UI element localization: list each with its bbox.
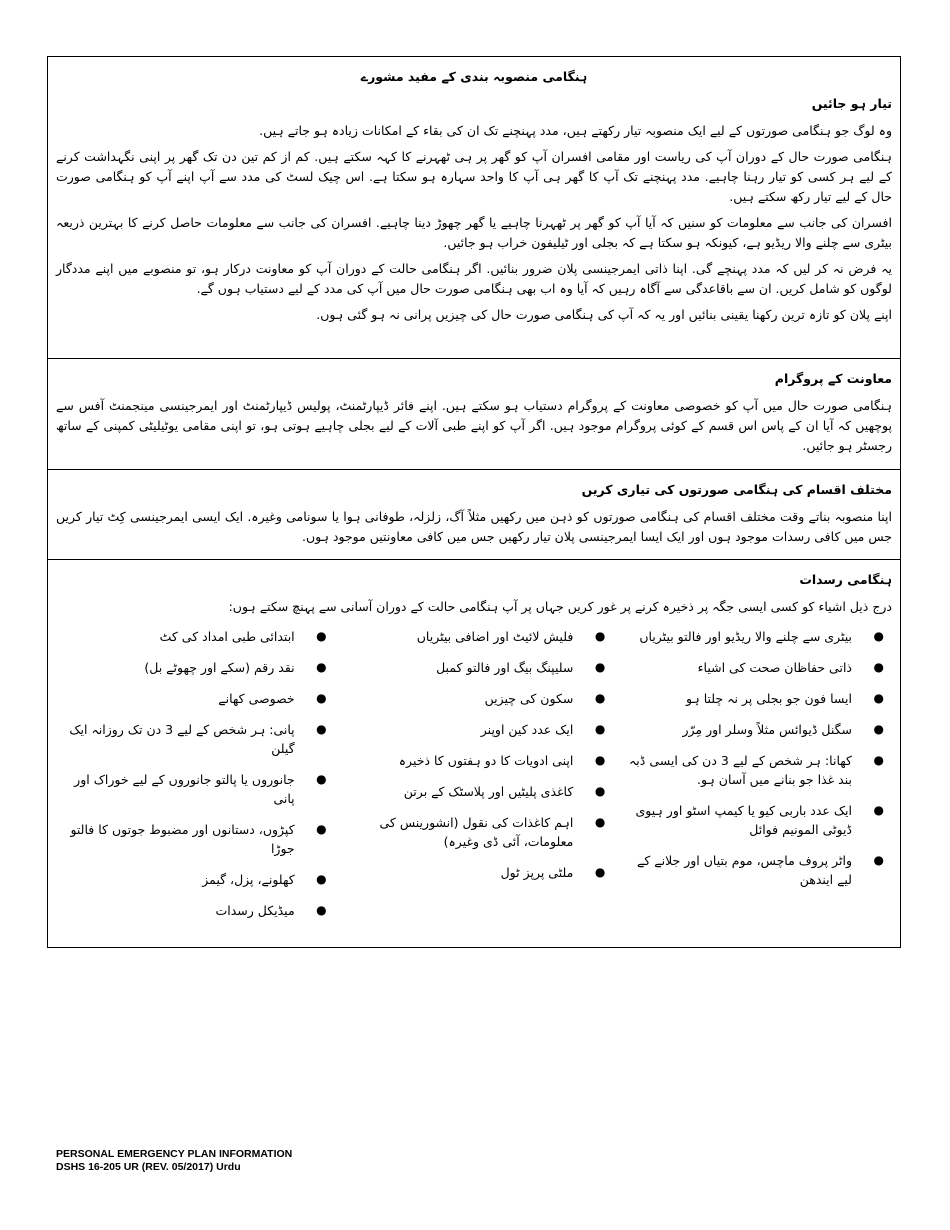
list-item-text: پانی: ہر شخص کے لیے 3 دن تک روزانہ ایک گیلن xyxy=(69,722,295,756)
prepare-paragraph: وہ لوگ جو ہنگامی صورتوں کے لیے ایک منصوبہ تیار رکھتے ہیں، مدد پہنچنے تک ان کی بقاء کے امکانات زیادہ ہو جاتے ہیں. xyxy=(259,123,892,138)
list-item-text: سلیپنگ بیگ اور فالتو کمبل xyxy=(436,660,574,675)
list-item xyxy=(613,851,892,889)
bullet-icon: ● xyxy=(316,629,327,643)
list-item xyxy=(613,627,892,646)
prepare-paragraph: اپنے پلان کو تازہ ترین رکھنا یقینی بنائیں اور یہ کہ آپ کی ہنگامی صورت حال کی چیزیں پرانی نہ ہو گئی ہوں. xyxy=(316,307,892,322)
section-prepare xyxy=(48,57,900,359)
bullet-icon: ● xyxy=(316,660,327,674)
list-item-text: ایسا فون جو بجلی پر نہ چلتا ہو xyxy=(685,691,852,706)
bullet-icon: ● xyxy=(594,722,606,736)
prepare-paragraph: ہنگامی صورت حال کے دوران آپ کی ریاست اور مقامی افسران آپ کو گھر پر ہی ٹھہرنے کا کہہ سکتے ہیں. کم از کم تین دن تک گھر پر اپنی نگہداشت کرنے کے لیے ہر کسی کو تیار رہنا چاہیے. مدد پہنچنے تک آپ کا گھر ہی آپ کا واحد سہارہ ہو سکتا ہے. اس چیک لسٹ کی مدد سے آپ اپنے آپ کو ہنگامی صورت حال کے لیے تیار رکھ سکتے ہیں. xyxy=(56,149,892,204)
prepare-heading: تیار ہو جائیں xyxy=(811,96,892,111)
list-item-text: ملٹی پرپز ٹول xyxy=(500,865,574,880)
list-item xyxy=(335,689,614,708)
list-item xyxy=(56,820,335,858)
list-item-text: جانوروں یا پالتو جانوروں کے لیے خوراک اور پانی xyxy=(74,772,295,806)
footer-form-number: DSHS 16-205 UR (REV. 05/2017) Urdu xyxy=(56,1161,241,1173)
list-item xyxy=(56,658,335,677)
bullet-icon: ● xyxy=(873,722,884,736)
bullet-icon: ● xyxy=(873,803,884,817)
bullet-icon: ● xyxy=(873,753,884,767)
types-heading: مختلف اقسام کی ہنگامی صورتوں کی تیاری کریں xyxy=(581,482,892,497)
bullet-icon: ● xyxy=(594,865,606,879)
list-item-text: نقد رقم (سکے اور چھوٹے بل) xyxy=(144,660,295,675)
prepare-paragraph: یہ فرض نہ کر لیں کہ مدد پہنچے گی. اپنا ذاتی ایمرجینسی پلان ضرور بنائیں. اگر ہنگامی حالت کے دوران آپ کو معاونت درکار ہو، تو منصوبے میں اپنے مددگار لوگوں کو شامل کریں. ان سے باقاعدگی سے آگاہ رہیں کہ آیا وہ اب بھی ہنگامی صورت حال میں آپ کی مدد کے لیے دستیاب ہوں گے. xyxy=(56,261,892,296)
tips-frame xyxy=(47,56,901,948)
bullet-icon: ● xyxy=(873,660,884,674)
section-types xyxy=(48,470,900,560)
list-item-text: واٹر پروف ماچس، موم بتیاں اور جلانے کے لیے ایندھن xyxy=(637,853,852,887)
bullet-icon: ● xyxy=(316,822,327,836)
list-item xyxy=(335,863,614,882)
section-programs xyxy=(48,359,900,470)
list-item-text: ذاتی حفاظان صحت کی اشیاء xyxy=(697,660,852,675)
list-item-text: ایک عدد کین اوپنر xyxy=(480,722,574,737)
list-item-text: کھلونے، پزل، گیمز xyxy=(202,872,295,887)
programs-paragraph: ہنگامی صورت حال میں آپ کو خصوصی معاونت کے پروگرام دستیاب ہو سکتے ہیں. اپنے فائر ڈیپارٹمنٹ، پولیس ڈیپارٹمنٹ اور ایمرجینسی مینجمنٹ آفس سے پوچھیں کہ آیا ان کے پاس اس قسم کے کوئی پروگرام موجود ہیں. اگر آپ کو اپنے طبی آلات کے لیے بجلی چاہیے ہوتی ہو، تو اپنی مقامی یوٹیلیٹی کمپنی کے ساتھ رجسٹر ہو جائیں. xyxy=(56,398,892,453)
bullet-icon: ● xyxy=(873,853,884,867)
list-item-text: ایک عدد باربی کیو یا کیمپ اسٹو اور ہیوی ڈیوٹی المونیم فوائل xyxy=(635,803,852,837)
bullet-icon: ● xyxy=(594,660,606,674)
list-item-text: اپنی ادویات کا دو ہفتوں کا ذخیرہ xyxy=(398,753,574,768)
supplies-column-2 xyxy=(335,627,614,932)
supplies-columns xyxy=(56,627,892,932)
list-item-text: سگنل ڈیوائس مثلاً وسلر اور مِرّر xyxy=(682,722,852,737)
bullet-icon: ● xyxy=(594,691,606,705)
bullet-icon: ● xyxy=(316,772,327,786)
list-item-text: ابتدائی طبی امداد کی کٹ xyxy=(159,629,295,644)
list-item xyxy=(56,901,335,920)
bullet-icon: ● xyxy=(316,722,327,736)
prepare-paragraph: افسران کی جانب سے معلومات کو سنیں کہ آیا آپ کو گھر پر ٹھہرنا چاہیے یا گھر چھوڑ دینا چاہیے. افسران کی جانب سے معلومات حاصل کرنے کا بہترین ذریعہ بیٹری سے چلنے والا ریڈیو ہے، کیونکہ ہو سکتا ہے کہ بجلی اور ٹیلیفون خراب ہو جائیں. xyxy=(56,215,892,250)
bullet-icon: ● xyxy=(594,629,606,643)
bullet-icon: ● xyxy=(594,753,606,767)
list-item-text: میڈیکل رسدات xyxy=(215,903,295,918)
bullet-icon: ● xyxy=(594,815,606,829)
list-item xyxy=(56,627,335,646)
bullet-icon: ● xyxy=(316,872,327,886)
list-item xyxy=(56,770,335,808)
list-item-text: فلیش لائیٹ اور اضافی بیٹریاں xyxy=(416,629,574,644)
list-item-text: بیٹری سے چلنے والا ریڈیو اور فالتو بیٹریاں xyxy=(639,629,852,644)
supplies-intro: درج ذیل اشیاء کو کسی ایسی جگہ پر ذخیرہ کرنے پر غور کریں جہاں پر آپ ہنگامی حالت کے دوران آسانی سے پہنچ سکتے ہوں: xyxy=(228,599,892,614)
list-item xyxy=(335,782,614,801)
list-item xyxy=(335,658,614,677)
bullet-icon: ● xyxy=(873,629,884,643)
types-paragraph: اپنا منصوبہ بناتے وقت مختلف اقسام کی ہنگامی صورتوں کو ذہن میں رکھیں مثلاً آگ، زلزلہ، طوفانی ہوا یا سونامی وغیرہ. ایک ایسی ایمرجینسی کِٹ تیار کریں جس میں کافی رسدات موجود ہوں اور ایک ایسا ایمرجینسی پلان تیار رکھیں جس میں کافی معاونتیں موجود ہوں. xyxy=(56,509,892,544)
list-item-text: کھانا: ہر شخص کے لیے 3 دن کی ایسی ڈبہ بند غذا جو بنانے میں آسان ہو. xyxy=(628,753,852,787)
supplies-column-1 xyxy=(613,627,892,932)
page-title: ہنگامی منصوبہ بندی کے مفید مشورے xyxy=(360,69,588,84)
list-item xyxy=(56,689,335,708)
list-item-text: خصوصی کھانے xyxy=(218,691,295,706)
supplies-heading: ہنگامی رسدات xyxy=(799,572,892,587)
list-item xyxy=(335,627,614,646)
footer-form-title: PERSONAL EMERGENCY PLAN INFORMATION xyxy=(56,1148,293,1160)
list-item-text: کپڑوں، دستانوں اور مضبوط جوتوں کا فالتو جوڑا xyxy=(70,822,295,856)
bullet-icon: ● xyxy=(873,691,884,705)
list-item xyxy=(613,720,892,739)
list-item xyxy=(613,801,892,839)
list-item xyxy=(335,813,614,851)
programs-heading: معاونت کے پروگرام xyxy=(774,371,892,386)
section-supplies xyxy=(48,560,900,947)
list-item xyxy=(613,658,892,677)
list-item xyxy=(335,751,614,770)
bullet-icon: ● xyxy=(594,784,606,798)
list-item xyxy=(613,689,892,708)
list-item xyxy=(335,720,614,739)
supplies-column-3 xyxy=(56,627,335,932)
list-item-text: کاغذی پلیٹیں اور پلاسٹک کے برتن xyxy=(403,784,574,799)
bullet-icon: ● xyxy=(316,691,327,705)
list-item-text: سکون کی چیزیں xyxy=(484,691,574,706)
list-item-text: اہم کاغذات کی نقول (انشورینس کی معلومات، آئی ڈی وغیرہ) xyxy=(379,815,574,849)
list-item xyxy=(613,751,892,789)
bullet-icon: ● xyxy=(316,903,327,917)
form-footer xyxy=(56,1148,292,1174)
list-item xyxy=(56,720,335,758)
list-item xyxy=(56,870,335,889)
